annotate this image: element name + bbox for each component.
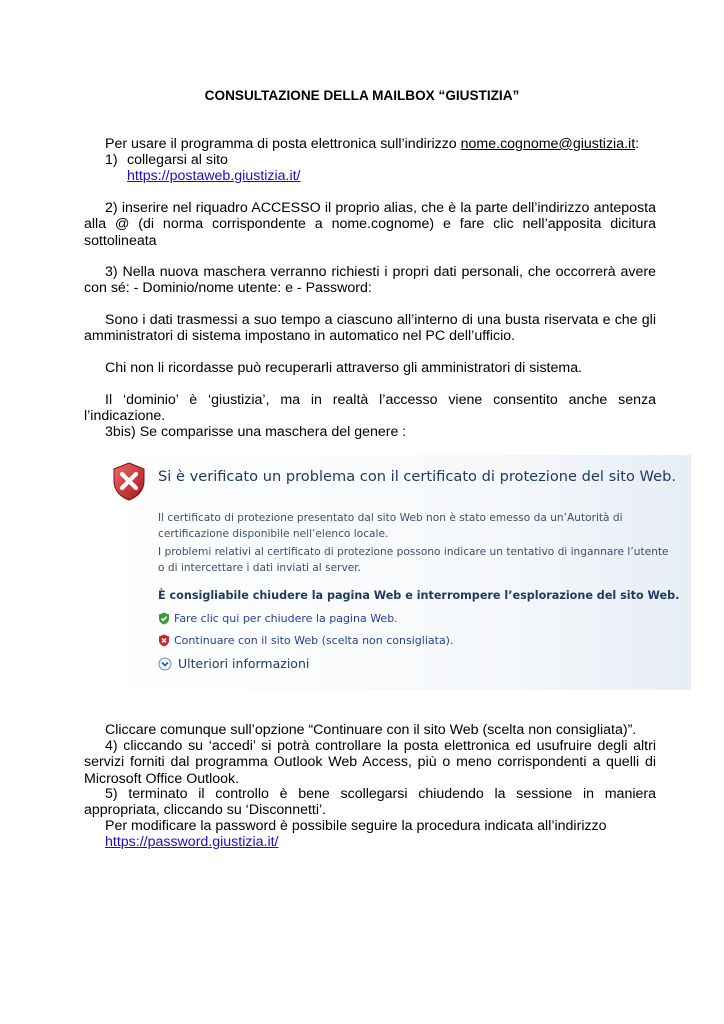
step-1-text: collegarsi al sito xyxy=(127,152,228,168)
cert-error-advice: È consigliabile chiudere la pagina Web e interrompere l’esplorazione del sito Web. xyxy=(158,589,680,602)
after-dialog-paragraph: Cliccare comunque sull’opzione “Continuare con il sito Web (scelta non consigliata)”. xyxy=(105,722,637,738)
intro-text: Per usare il programma di posta elettronica sull’indirizzo xyxy=(105,136,461,152)
step-4: 4) cliccando su ‘accedi’ si potrà controllare la posta elettronica ed usufruire degli altri servizi forniti dal programma Outlook Web Access, più o meno corrispondenti a quelli di Microsoft Office Outlook. xyxy=(84,738,656,787)
password-link[interactable]: https://password.giustizia.it/ xyxy=(105,834,279,850)
more-info-label: Ulteriori informazioni xyxy=(178,656,310,671)
step-1 xyxy=(105,152,605,168)
cert-error-paragraph-1: Il certificato di protezione presentato dal sito Web non è stato emesso da un’Autorità di certificazione disponibile nell’elenco locale. xyxy=(158,512,623,540)
domain-paragraph: Il ‘dominio’ è ‘giustizia’, ma in realtà l’accesso viene consentito anche senza l’indicazione. xyxy=(84,392,656,425)
step-1-number: 1) xyxy=(105,152,118,168)
step-2: 2) inserire nel riquadro ACCESSO il proprio alias, che è la parte dell’indirizzo anteposta alla @ (di norma corrispondente a nome.cognome) e fare clic nell’apposita dicitura sottolineata xyxy=(84,200,656,249)
page-title: CONSULTAZIONE DELLA MAILBOX “GIUSTIZIA” xyxy=(204,88,520,103)
step-3bis: 3bis) Se comparisse una maschera del genere : xyxy=(105,424,407,440)
continue-site-option-label: Continuare con il sito Web (scelta non consigliata). xyxy=(174,634,454,647)
step-3: 3) Nella nuova maschera verranno richiesti i propri dati personali, che occorrerà avere con sé: - Dominio/nome utente: e - Password: xyxy=(84,264,656,297)
postaweb-link-wrap xyxy=(127,168,301,184)
password-link-wrap xyxy=(105,834,278,850)
password-paragraph: Per modificare la password è possibile seguire la procedura indicata all’indirizzo xyxy=(105,818,607,834)
cert-error-heading: Si è verificato un problema con il certificato di protezione del sito Web. xyxy=(158,468,676,485)
step-5: 5) terminato il controllo è bene scollegarsi chiudendo la sessione in maniera appropriata, cliccando su ‘Disconnetti’. xyxy=(84,786,656,819)
email-address: nome.cognome@giustizia.it xyxy=(460,136,636,152)
intro-line xyxy=(84,136,656,152)
cert-error-paragraph-2: I problemi relativi al certificato di protezione possono indicare un tentativo di ingannare l’utente o di intercettare i dati inviati al server. xyxy=(158,546,669,574)
shield-error-icon xyxy=(111,461,147,501)
intro-colon: : xyxy=(635,136,640,152)
chevron-down-circle-icon xyxy=(158,657,172,671)
certificate-error-panel xyxy=(105,455,691,690)
credentials-paragraph: Sono i dati trasmessi a suo tempo a ciascuno all’interno di una busta riservata e che gli amministratori di sistema impostano in automatico nel PC dell’ufficio. xyxy=(84,312,656,345)
postaweb-link[interactable]: https://postaweb.giustizia.it/ xyxy=(127,168,301,184)
shield-x-icon xyxy=(158,634,170,647)
close-page-option-label: Fare clic qui per chiudere la pagina Web. xyxy=(174,612,398,625)
shield-check-icon xyxy=(158,612,170,625)
recover-paragraph: Chi non li ricordasse può recuperarli attraverso gli amministratori di sistema. xyxy=(105,360,583,376)
